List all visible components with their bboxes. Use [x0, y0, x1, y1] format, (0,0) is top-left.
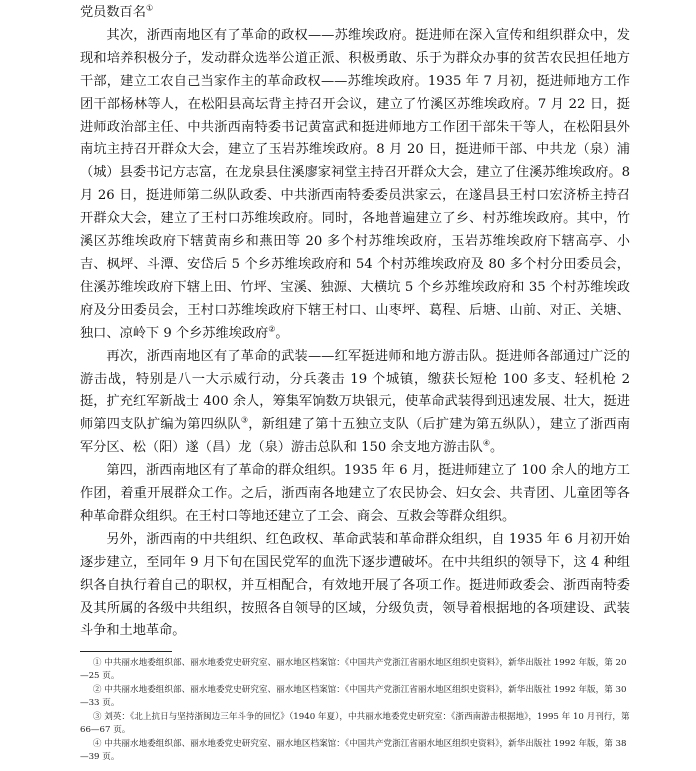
footnote-text: 中共丽水地委组织部、丽水地委党史研究室、丽水地区档案馆：《中国共产党浙江省丽水地区组织史资料》，新华出版社 1992 年版，第 38—39 页。	[80, 739, 627, 762]
footnote-3	[80, 711, 630, 736]
footnotes	[80, 657, 630, 765]
paragraph-text-continued: ，新组建了第十五独立支队（后扩建为第五纵队），建立了浙西南军分区、松（阳）遂（昌）龙（泉）游击总队和 150 余支地方游击队	[80, 417, 631, 456]
footnote-text: 中共丽水地委组织部、丽水地委党史研究室、丽水地区档案馆：《中国共产党浙江省丽水地区组织史资料》，新华出版社 1992 年版，第 30—33 页。	[80, 685, 627, 708]
paragraph-armed-forces: 再次，浙西南地区有了革命的武装——红军挺进师和地方游击队。挺进师各部通过广泛的游击战，特别是八一大示威行动，分兵袭击 19 个城镇，缴获长短枪 100 多支、轻机枪 2 挺，扩充红军新战士 400 余人，筹集军饷数万块银元，使革命武装得到迅速发展、壮大，挺进师第四支队扩编为第四纵队③，新组建了第十五独立支队（后扩建为第五纵队），建立了浙西南军分区、松（阳）遂（昌）龙（泉）游击总队和 150 余支地方游击队④。	[80, 348, 631, 456]
footnote-ref-3[interactable]: ③	[240, 415, 249, 425]
footnote-mark: ①	[92, 658, 102, 668]
paragraph-text: 其次，浙西南地区有了革命的政权——苏维埃政府。挺进师在深入宣传和组织群众中，发现和培养积极分子，发动群众选举公道正派、积极勇敢、乐于为群众办事的贫苦农民担任地方干部，建立工农自己当家作主的革命政权——苏维埃政府。1935 年 7 月初，挺进师地方工作团干部杨林等人，在松阳县高坛背主持召开会议，建立了竹溪区苏维埃政府。7 月 22 日，挺进师政治部主任、中共浙西南特委书记黄富武和挺进师地方工作团干部朱干等人，在松阳县外南坑主持召开群众大会，建立了玉岩苏维埃政府。8 月 20 日，挺进师干部、中共龙（泉）浦（城）县委书记方志富，在龙泉县住溪廖家祠堂主持召开群众大会，建立了住溪苏维埃政府。8 月 26 日，挺进师第二纵队政委、中共浙西南特委委员洪家云，在遂昌县王村口宏济桥主持召开群众大会，建立了王村口苏维埃政府。同时，各地普遍建立了乡、村苏维埃政府。其中，竹溪区苏维埃政府下辖黄南乡和燕田等 20 多个村苏维埃政府，玉岩苏维埃政府下辖高亭、小吉、枫坪、斗潭、安岱后 5 个乡苏维埃政府和 54 个村苏维埃政府及 80 多个村分田委员会，住溪苏维埃政府下辖上田、竹坪、宝溪、独源、大横坑 5 个乡苏维埃政府和 35 个村苏维埃政府及分田委员会，王村口苏维埃政府下辖王村口、山枣坪、葛程、后塘、山前、对正、关塘、独口、凉岭下 9 个乡苏维埃政府	[80, 27, 630, 341]
footnote-mark: ③	[92, 712, 102, 722]
footnote-text: 中共丽水地委组织部、丽水地委党史研究室、丽水地区档案馆：《中国共产党浙江省丽水地区组织史资料》，新华出版社 1992 年版，第 20—25 页。	[80, 658, 627, 681]
footnote-2	[80, 684, 630, 709]
paragraph-mass-organizations	[80, 460, 630, 529]
body-text	[80, 2, 630, 643]
paragraph-soviet-government: 其次，浙西南地区有了革命的政权——苏维埃政府。挺进师在深入宣传和组织群众中，发现和培养积极分子，发动群众选举公道正派、积极勇敢、乐于为群众办事的贫苦农民担任地方干部，建立工农自己当家作主的革命政权——苏维埃政府。1935 年 7 月初，挺进师地方工作团干部杨林等人，在松阳县高坛背主持召开会议，建立了竹溪区苏维埃政府。7 月 22 日，挺进师政治部主任、中共浙西南特委书记黄富武和挺进师地方工作团干部朱干等人，在松阳县外南坑主持召开群众大会，建立了玉岩苏维埃政府。8 月 20 日，挺进师干部、中共龙（泉）浦（城）县委书记方志富，在龙泉县住溪廖家祠堂主持召开群众大会，建立了住溪苏维埃政府。8 月 26 日，挺进师第二纵队政委、中共浙西南特委委员洪家云，在遂昌县王村口宏济桥主持召开群众大会，建立了王村口苏维埃政府。同时，各地普遍建立了乡、村苏维埃政府。其中，竹溪区苏维埃政府下辖黄南乡和燕田等 20 多个村苏维埃政府，玉岩苏维埃政府下辖高亭、小吉、枫坪、斗潭、安岱后 5 个乡苏维埃政府和 54 个村苏维埃政府及 80 多个村分田委员会，住溪苏维埃政府下辖上田、竹坪、宝溪、独源、大横坑 5 个乡苏维埃政府和 35 个村苏维埃政府及分田委员会，王村口苏维埃政府下辖王村口、山枣坪、葛程、后塘、山前、对正、关塘、独口、凉岭下 9 个乡苏维埃政府②。	[80, 27, 630, 341]
paragraph-summary	[80, 529, 630, 644]
footnote-mark: ②	[92, 685, 102, 695]
paragraph-text: 党员数百名	[80, 5, 146, 20]
footnote-ref-4[interactable]: ④	[482, 438, 490, 448]
paragraph-party-members	[80, 2, 630, 25]
footnote-ref-2[interactable]: ②	[268, 324, 276, 334]
footnote-divider	[80, 651, 172, 652]
footnote-1	[80, 657, 630, 682]
paragraph-text: 另外，浙西南的中共组织、红色政权、革命武装和革命群众组织，自 1935 年 6 月初开始逐步建立，至同年 9 月下旬在国民党军的血洗下逐步遭破坏。在中共组织的领导下，这 4 种组织各自执行着自己的职权，并互相配合，有效地开展了各项工作。挺进师政委会、浙西南特委及其所属的各级中共组织，按照各自领导的区域，分级负责，领导着根据地的各项建设、武装斗争和土地革命。	[80, 531, 630, 639]
footnote-mark: ④	[92, 739, 102, 749]
footnote-ref-1[interactable]: ①	[145, 3, 154, 13]
footnote-text: 刘英：《北上抗日与坚持浙闽边三年斗争的回忆》（1940 年夏），中共丽水地委党史研究室：《浙西南游击根据地》，1995 年 10 月刊行，第 66—67 页。	[80, 712, 630, 735]
paragraph-text: 第四，浙西南地区有了革命的群众组织。1935 年 6 月，挺进师建立了 100 余人的地方工作团，着重开展群众工作。之后，浙西南各地建立了农民协会、妇女会、共青团、儿童团等各种革命群众组织。在王村口等地还建立了工会、商会、互救会等群众组织。	[80, 463, 630, 524]
footnote-4	[80, 738, 630, 763]
paragraph-text: 再次，浙西南地区有了革命的武装——红军挺进师和地方游击队。挺进师各部通过广泛的游击战，特别是八一大示威行动，分兵袭击 19 个城镇，缴获长短枪 100 多支、轻机枪 2 挺，扩充红军新战士 400 余人，筹集军饷数万块银元，使革命武装得到迅速发展、壮大，挺进师第四支队扩编为第四纵队	[80, 348, 630, 433]
